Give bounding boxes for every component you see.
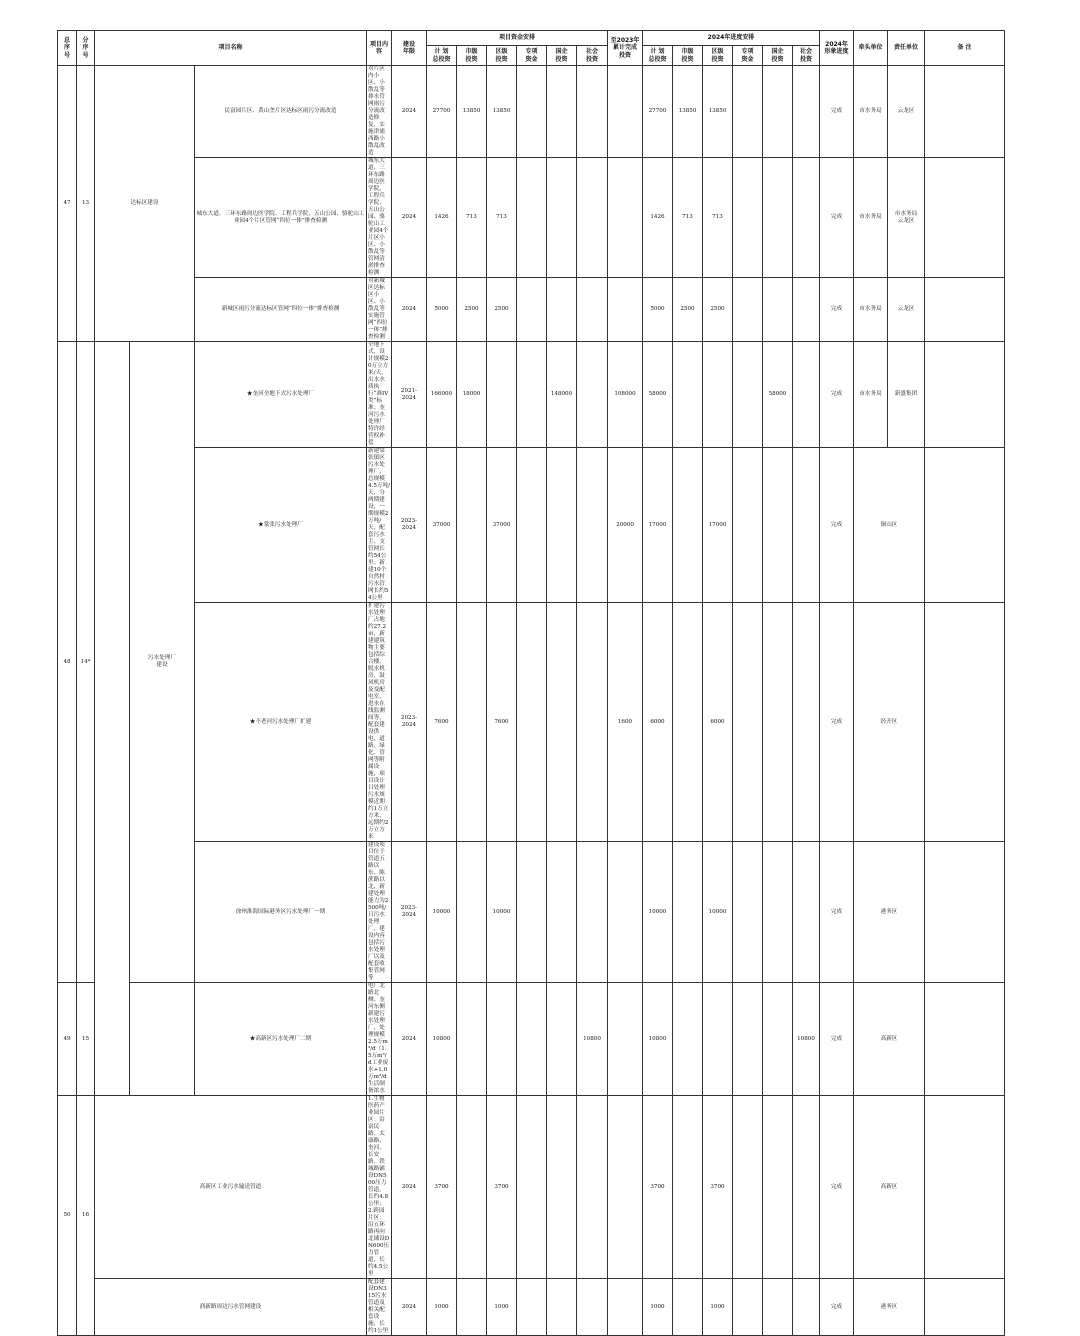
seq-sub-cell: 15: [77, 983, 95, 1096]
city-investment-cell: [457, 603, 487, 842]
header-project-content: 项目内容: [367, 31, 392, 66]
p-plan-total-cell: 10000: [643, 842, 673, 983]
plan-total-cell: 5000: [427, 278, 457, 342]
special-fund-cell: [517, 1096, 547, 1279]
social-investment-cell: [577, 1096, 608, 1279]
progress-cell: 完成: [820, 158, 854, 278]
p-special-cell: [733, 342, 763, 448]
header-progress-group: 2024年进度安排: [643, 31, 820, 46]
special-fund-cell: [517, 158, 547, 278]
cumulative-2023-cell: [608, 158, 643, 278]
header-remarks: 备 注: [925, 31, 1005, 66]
special-fund-cell: [517, 983, 547, 1096]
p-city-cell: [673, 983, 703, 1096]
project-name-cell: 高新区工业污水输送管道: [95, 1096, 367, 1279]
seq-total-cell: 50: [58, 1096, 77, 1336]
build-years-cell: 2024: [392, 66, 427, 158]
p-special-cell: [733, 1279, 763, 1336]
lead-unit-cell: 市水务局: [854, 342, 888, 448]
p-special-cell: [733, 842, 763, 983]
p-district-cell: 713: [703, 158, 733, 278]
p-social-cell: [793, 1096, 820, 1279]
p-plan-total-cell: 3700: [643, 1096, 673, 1279]
build-years-cell: 2024: [392, 278, 427, 342]
p-district-cell: 17000: [703, 448, 733, 603]
p-plan-total-cell: 58000: [643, 342, 673, 448]
p-city-cell: 2500: [673, 278, 703, 342]
resp-unit-cell: 云龙区: [888, 278, 925, 342]
city-investment-cell: [457, 1279, 487, 1336]
project-content-cell: 全地下式，设计规模20万立方米/天，出水水质执行“准IV类”标准；奎河污水处理厂特许经营权补偿: [367, 342, 392, 448]
category-cell: [130, 983, 195, 1096]
lead-resp-unit-cell: 港务区: [854, 842, 925, 983]
lead-unit-cell: 市水务局: [854, 278, 888, 342]
district-investment-cell: 37000: [487, 448, 517, 603]
seq-sub-cell: 16: [77, 1096, 95, 1336]
p-city-cell: [673, 603, 703, 842]
p-city-cell: [673, 342, 703, 448]
special-fund-cell: [517, 342, 547, 448]
p-plan-total-cell: 27700: [643, 66, 673, 158]
table-row: [58, 66, 1005, 158]
p-special-cell: [733, 603, 763, 842]
progress-cell: 完成: [820, 342, 854, 448]
p-special-cell: [733, 448, 763, 603]
p-social-cell: 10800: [793, 983, 820, 1096]
lead-resp-unit-cell: 经开区: [854, 603, 925, 842]
remark-cell: [925, 448, 1005, 603]
plan-total-cell: 166000: [427, 342, 457, 448]
header-plan-total: 计 划 总投资: [427, 46, 457, 66]
lead-resp-unit-cell: 高新区: [854, 983, 925, 1096]
p-soe-cell: [763, 1096, 793, 1279]
seq-sub-cell: 13: [77, 66, 95, 342]
soe-investment-cell: [547, 278, 577, 342]
plan-total-cell: 27700: [427, 66, 457, 158]
remark-cell: [925, 158, 1005, 278]
lead-unit-cell: 市水务局: [854, 66, 888, 158]
soe-investment-cell: 148000: [547, 342, 577, 448]
header-lead-unit: 牵头单位: [854, 31, 888, 66]
progress-cell: 完成: [820, 448, 854, 603]
table-row: [58, 983, 1005, 1096]
progress-cell: 完成: [820, 1096, 854, 1279]
city-investment-cell: [457, 842, 487, 983]
special-fund-cell: [517, 1279, 547, 1336]
seq-sub-cell: 14*: [77, 342, 95, 983]
cumulative-2023-cell: [608, 1279, 643, 1336]
cumulative-2023-cell: 108000: [608, 342, 643, 448]
p-social-cell: [793, 342, 820, 448]
project-content-cell: 新建棠张镇区污水处理厂，总规模4.5万吨/天，分两期建设，一期规模2万吨/天，配套污水主、支管网长约54公里；新建10个自然村污水管网长约54公里: [368, 448, 390, 601]
district-investment-cell: 13850: [487, 66, 517, 158]
cumulative-2023-cell: 1600: [608, 603, 643, 842]
plan-total-cell: 3700: [427, 1096, 457, 1279]
soe-investment-cell: [547, 1096, 577, 1279]
build-years-cell: 2023- 2024: [392, 448, 427, 603]
build-years-cell: 2024: [392, 1096, 427, 1279]
progress-cell: 完成: [820, 842, 854, 983]
seq-total-cell: 47: [58, 66, 77, 342]
p-city-cell: [673, 1096, 703, 1279]
p-special-cell: [733, 1096, 763, 1279]
project-content-cell: 对片区内小区、小散乱等排水管网雨污分流改造修复，实施津浦西路小散乱改造: [367, 66, 392, 158]
cumulative-2023-cell: [608, 983, 643, 1096]
resp-unit-cell: 新盛集团: [888, 342, 925, 448]
remark-cell: [925, 603, 1005, 842]
city-investment-cell: 2500: [457, 278, 487, 342]
p-city-cell: [673, 842, 703, 983]
category-cell: 达标区建设: [95, 66, 195, 342]
table-row: [58, 448, 1005, 603]
city-investment-cell: 713: [457, 158, 487, 278]
table-row: [58, 603, 1005, 842]
build-years-cell: 2023- 2024: [392, 603, 427, 842]
project-name-cell: ★棠张污水处理厂: [195, 448, 367, 603]
project-name-cell: 润新路周边污水管网建设: [95, 1279, 367, 1336]
header-cum-2023: 至2023年 累计完成 投资: [608, 31, 643, 66]
remark-cell: [925, 842, 1005, 983]
p-social-cell: [793, 448, 820, 603]
p-social-cell: [793, 158, 820, 278]
p-district-cell: 3700: [703, 1096, 733, 1279]
social-investment-cell: [577, 278, 608, 342]
project-content-cell: 建设项目位于管道五路以东、陈蔗路以北，新建处理能力为2500吨/日污水处理厂，建设内容包括污水处理厂以及配套收集管网等: [367, 842, 392, 983]
district-investment-cell: 7600: [487, 603, 517, 842]
social-investment-cell: [577, 603, 608, 842]
social-investment-cell: [577, 448, 608, 603]
city-investment-cell: [457, 448, 487, 603]
p-soe-cell: [763, 603, 793, 842]
social-investment-cell: [577, 342, 608, 448]
seq-total-cell: 48: [58, 342, 77, 983]
lead-unit-cell: 市水务局: [854, 158, 888, 278]
soe-investment-cell: [547, 66, 577, 158]
p-soe-cell: [763, 66, 793, 158]
district-investment-cell: 713: [487, 158, 517, 278]
p-soe-cell: [763, 983, 793, 1096]
project-content-cell: 1.生物医药产业园片区：沿富民路、太康路、奎河、长安路、铁城路铺设DN500压力管道，长约4.8公里； 2.跨园片区：沿五环路再向北铺设DN600压力管道，长约4.5公里: [367, 1096, 392, 1279]
district-investment-cell: 2500: [487, 278, 517, 342]
p-special-cell: [733, 158, 763, 278]
cumulative-2023-cell: [608, 278, 643, 342]
p-plan-total-cell: 5000: [643, 278, 673, 342]
project-content-cell: 电厂北路北侧、奎河东侧新建污水处理厂，处理规模2.5万m³/d（1.5万m³/d工业废水+1.0万m³/d 生活制备浓水: [367, 983, 392, 1096]
soe-investment-cell: [547, 983, 577, 1096]
header-p-social: 社会 投资: [793, 46, 820, 66]
remark-cell: [925, 66, 1005, 158]
soe-investment-cell: [547, 448, 577, 603]
table-row: [58, 1279, 1005, 1336]
header-district: 区级 投资: [487, 46, 517, 66]
header-seq-sub: 分 序 号: [77, 31, 95, 66]
table-row: [58, 158, 1005, 278]
p-city-cell: 713: [673, 158, 703, 278]
remark-cell: [925, 1279, 1005, 1336]
p-district-cell: [703, 983, 733, 1096]
district-investment-cell: 1000: [487, 1279, 517, 1336]
header-build-years: 建设 年限: [392, 31, 427, 66]
p-district-cell: [703, 342, 733, 448]
project-name-cell: ★高新区污水处理厂二期: [195, 983, 367, 1096]
plan-total-cell: 37000: [427, 448, 457, 603]
project-table: [57, 30, 1005, 1336]
p-special-cell: [733, 66, 763, 158]
header-soe: 国企 投资: [547, 46, 577, 66]
cumulative-2023-cell: [608, 66, 643, 158]
p-district-cell: 1000: [703, 1279, 733, 1336]
p-soe-cell: 58000: [763, 342, 793, 448]
project-content-cell: 扩建污水处理厂占地约27.2亩，新建建筑物主要包括综合楼、脱水机房、鼓风机房及变配电室、进水在线监测间等，配套建设供电、道路、绿化、管网等附属设施，项目设计日处理污水规模近期约1万立方米，远期约2万立方米: [367, 603, 392, 842]
soe-investment-cell: [547, 603, 577, 842]
social-investment-cell: [577, 158, 608, 278]
district-investment-cell: 3700: [487, 1096, 517, 1279]
p-special-cell: [733, 278, 763, 342]
remark-cell: [925, 278, 1005, 342]
social-investment-cell: [577, 66, 608, 158]
special-fund-cell: [517, 278, 547, 342]
header-funding-group: 项目资金安排: [427, 31, 608, 46]
project-name-cell: ★奎河全地下式污水处理厂: [195, 342, 367, 448]
build-years-cell: 2023- 2024: [392, 842, 427, 983]
header-special: 专项 资金: [517, 46, 547, 66]
project-name-cell: 城东大道、三环东路周边医学院、工程兵学院、五山公园、骆驼山工业园4个片区管网“四位一体”排查检测: [195, 158, 367, 278]
header-project-name: 项目名称: [95, 31, 367, 66]
category-cell: 污水处理厂 建设: [130, 342, 195, 983]
lead-resp-unit-cell: 铜山区: [854, 448, 925, 603]
p-district-cell: 10000: [703, 842, 733, 983]
plan-total-cell: 1426: [427, 158, 457, 278]
progress-cell: 完成: [820, 1279, 854, 1336]
header-city: 市级 投资: [457, 46, 487, 66]
p-city-cell: [673, 448, 703, 603]
build-years-cell: 2024: [392, 1279, 427, 1336]
p-plan-total-cell: 1000: [643, 1279, 673, 1336]
table-row: [58, 342, 1005, 448]
header-social: 社会 投资: [577, 46, 608, 66]
district-investment-cell: 10000: [487, 842, 517, 983]
city-investment-cell: 13850: [457, 66, 487, 158]
plan-total-cell: 10800: [427, 983, 457, 1096]
p-social-cell: [793, 278, 820, 342]
p-district-cell: 13850: [703, 66, 733, 158]
header-p-special: 专项 资金: [733, 46, 763, 66]
project-content-cell: 对新城区达标区小区、小散乱等实施管网“四位一体”排查检测: [367, 278, 392, 342]
progress-cell: 完成: [820, 66, 854, 158]
plan-total-cell: 1000: [427, 1279, 457, 1336]
progress-cell: 完成: [820, 983, 854, 1096]
special-fund-cell: [517, 66, 547, 158]
p-social-cell: [793, 1279, 820, 1336]
build-years-cell: 2021- 2024: [392, 342, 427, 448]
resp-unit-cell: 云龙区: [888, 66, 925, 158]
plan-total-cell: 7600: [427, 603, 457, 842]
p-social-cell: [793, 603, 820, 842]
p-soe-cell: [763, 842, 793, 983]
project-content-cell: 配套建设DN315污水管道及相关配套设施，长约1公里: [367, 1279, 392, 1336]
p-social-cell: [793, 66, 820, 158]
p-soe-cell: [763, 448, 793, 603]
header-seq-total: 总 序 号: [58, 31, 77, 66]
p-city-cell: 13850: [673, 66, 703, 158]
seq-total-cell: 49: [58, 983, 77, 1096]
remark-cell: [925, 1096, 1005, 1279]
soe-investment-cell: [547, 842, 577, 983]
special-fund-cell: [517, 603, 547, 842]
p-social-cell: [793, 842, 820, 983]
table-row: [58, 842, 1005, 983]
progress-cell: 完成: [820, 278, 854, 342]
build-years-cell: 2024: [392, 158, 427, 278]
header-p-district: 区级 投资: [703, 46, 733, 66]
header-p-soe: 国企 投资: [763, 46, 793, 66]
cumulative-2023-cell: [608, 1096, 643, 1279]
p-plan-total-cell: 10800: [643, 983, 673, 1096]
special-fund-cell: [517, 448, 547, 603]
social-investment-cell: 10800: [577, 983, 608, 1096]
p-soe-cell: [763, 278, 793, 342]
p-plan-total-cell: 1426: [643, 158, 673, 278]
soe-investment-cell: [547, 158, 577, 278]
progress-cell: 完成: [820, 603, 854, 842]
city-investment-cell: [457, 1096, 487, 1279]
p-plan-total-cell: 6000: [643, 603, 673, 842]
p-soe-cell: [763, 1279, 793, 1336]
cumulative-2023-cell: [608, 842, 643, 983]
city-investment-cell: 18000: [457, 342, 487, 448]
p-district-cell: 6000: [703, 603, 733, 842]
project-name-cell: 新城区雨污分流达标区管网“四位一体”排查检测: [195, 278, 367, 342]
p-plan-total-cell: 17000: [643, 448, 673, 603]
special-fund-cell: [517, 842, 547, 983]
p-soe-cell: [763, 158, 793, 278]
p-special-cell: [733, 983, 763, 1096]
project-table-sheet: [57, 30, 1005, 1336]
category-spacer-cell: [95, 342, 130, 1096]
project-name-cell: ★不老河污水处理厂扩建: [195, 603, 367, 842]
header-p-city: 市级 投资: [673, 46, 703, 66]
header-progress-2024: 2024年 形象进度: [820, 31, 854, 66]
p-district-cell: 2500: [703, 278, 733, 342]
social-investment-cell: [577, 1279, 608, 1336]
project-content-cell: 城东大道、三环东路周边医学院、工程兵学院、五山公园、骆驼山工业园4个片区小区、小散乱等管网清淤排查检测: [367, 158, 392, 278]
header-resp-unit: 责任单位: [888, 31, 925, 66]
project-name-cell: 徐州淮海国际港务区污水处理厂一期: [195, 842, 367, 983]
district-investment-cell: [487, 983, 517, 1096]
district-investment-cell: [487, 342, 517, 448]
remark-cell: [925, 983, 1005, 1096]
lead-resp-unit-cell: 高新区: [854, 1096, 925, 1279]
soe-investment-cell: [547, 1279, 577, 1336]
project-name-cell: 民富园片区、黄山垄片区达标区雨污分流改造: [195, 66, 367, 158]
build-years-cell: 2024: [392, 983, 427, 1096]
resp-unit-cell: 市水务局 云龙区: [888, 158, 925, 278]
p-city-cell: [673, 1279, 703, 1336]
remark-cell: [925, 342, 1005, 448]
city-investment-cell: [457, 983, 487, 1096]
header-p-plan-total: 计 划 总投资: [643, 46, 673, 66]
table-row: [58, 1096, 1005, 1279]
table-row: [58, 278, 1005, 342]
lead-resp-unit-cell: 港务区: [854, 1279, 925, 1336]
social-investment-cell: [577, 842, 608, 983]
cumulative-2023-cell: 20000: [608, 448, 643, 603]
plan-total-cell: 10000: [427, 842, 457, 983]
